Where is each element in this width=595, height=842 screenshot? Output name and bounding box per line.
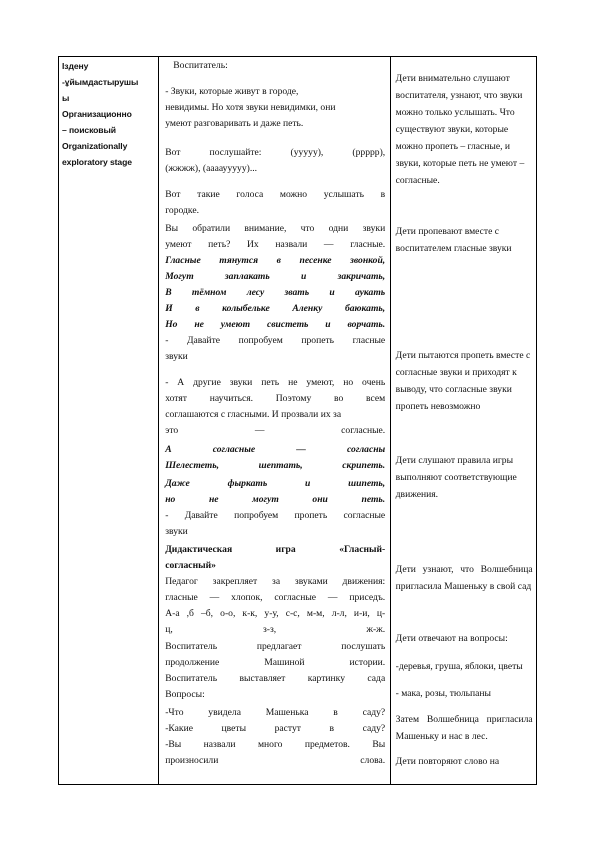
- teacher-line: Вы обратили внимание, что одни звуки: [165, 223, 386, 234]
- children-line: существуют звуки, которые: [395, 124, 509, 135]
- teacher-line: звуки: [165, 351, 188, 362]
- teacher-line: Вот такие голоса можно услышать в: [165, 189, 386, 200]
- poem-line: Шелестеть, шептать, скрипеть.: [165, 460, 386, 471]
- children-line: согласные звуки и приходят к: [395, 367, 517, 378]
- teacher-line: Педагог закрепляет за звуками движения:: [165, 576, 386, 587]
- children-line: согласные.: [395, 175, 440, 186]
- children-line: Дети пытаются пропеть вместе с: [395, 350, 531, 361]
- game-title: согласный»: [165, 560, 216, 571]
- stage-line: -ұйымдастырушы: [62, 77, 139, 87]
- children-line: движения.: [395, 489, 439, 500]
- poem-line: но не могут они петь.: [165, 494, 386, 505]
- children-line: можно только услышать. Что: [395, 107, 515, 118]
- teacher-line: городке.: [165, 205, 199, 216]
- question-line: -Какие цветы растут в саду?: [165, 723, 386, 734]
- children-activity-cell: [390, 57, 536, 785]
- teacher-line: умеют петь? Их назвали — гласные.: [165, 239, 386, 250]
- question-line: произносили слова.: [165, 755, 386, 766]
- children-line: выполняют соответствующие: [395, 472, 517, 483]
- stage-line: ы: [62, 93, 70, 103]
- teacher-line: - Давайте попробуем пропеть согласные: [165, 510, 386, 521]
- teacher-line: Воспитатель предлагает послушать: [165, 641, 386, 652]
- table-row: [59, 57, 537, 785]
- poem-line: А согласные — согласны: [165, 444, 386, 455]
- teacher-line: Воспитатель:: [173, 60, 228, 71]
- children-line: воспитателем гласные звуки: [395, 243, 512, 254]
- teacher-line: - Давайте попробуем пропеть гласные: [165, 335, 386, 346]
- teacher-activity-cell: [159, 57, 390, 785]
- teacher-line: Воспитатель выставляет картинку сада: [165, 673, 386, 684]
- children-line: воспитателя, узнают, что звуки: [395, 90, 523, 101]
- teacher-line: хотят научиться. Поэтому во всем: [165, 393, 386, 404]
- lesson-table: [58, 56, 537, 785]
- children-line: Дети повторяют слово на: [395, 756, 500, 767]
- teacher-line: Вопросы:: [165, 689, 205, 700]
- children-line: звуки, которые петь не умеют –: [395, 158, 525, 169]
- question-line: -Что увидела Машенька в саду?: [165, 707, 386, 718]
- children-line: выводу, что согласные звуки: [395, 384, 512, 395]
- stage-line: – поисковый: [62, 125, 116, 135]
- teacher-line: невидимы. Но хотя звуки невидимки, они: [165, 102, 336, 113]
- children-line: Дети пропевают вместе с: [395, 226, 500, 237]
- children-line: Дети слушают правила игры: [395, 455, 514, 466]
- children-line: пригласила Машеньку в свой сад: [395, 581, 532, 592]
- poem-line: Могут заплакать и закричать,: [165, 271, 386, 282]
- children-line: - мака, розы, тюльпаны: [395, 688, 491, 699]
- children-line: Дети отвечают на вопросы:: [395, 633, 508, 644]
- teacher-line: соглашаются с гласными. И прозвали их за: [165, 409, 342, 420]
- poem-line: Гласные тянутся в песенке звонкой,: [165, 255, 386, 266]
- children-line: пропеть невозможно: [395, 401, 481, 412]
- stage-line: Organizationally: [62, 141, 128, 151]
- stage-line: Іздену: [62, 61, 89, 71]
- children-line: -деревья, груша, яблоки, цветы: [395, 661, 523, 672]
- children-line: Дети узнают, что Волшебница: [395, 564, 533, 575]
- teacher-line: гласные — хлопок, согласные — приседъ.: [165, 592, 386, 603]
- teacher-line: А-а ,б –б, о-о, к-к, у-у, с-с, м-м, л-л, и-и, ц-: [165, 608, 386, 619]
- teacher-line: (жжжж), (ааааууууу)...: [165, 163, 258, 174]
- teacher-line: - Звуки, которые живут в городе,: [165, 86, 299, 97]
- stage-line: exploratory stage: [62, 157, 132, 167]
- teacher-line: продолжение Машиной истории.: [165, 657, 386, 668]
- question-line: -Вы назвали много предметов. Вы: [165, 739, 386, 750]
- teacher-line: звуки: [165, 526, 188, 537]
- teacher-line: ц, з-з, ж-ж.: [165, 624, 386, 635]
- poem-line: В тёмном лесу звать и аукать: [165, 287, 386, 298]
- poem-line: Но не умеют свистеть и ворчать.: [165, 319, 386, 330]
- children-line: Затем Волшебница пригласила: [395, 714, 533, 725]
- teacher-line: Вот послушайте: (ууууу), (ррррр),: [165, 147, 386, 158]
- teacher-line: - А другие звуки петь не умеют, но очень: [165, 377, 386, 388]
- game-title: Дидактическая игра «Гласный-: [165, 544, 386, 555]
- stage-cell: [59, 57, 159, 785]
- poem-line: И в колыбельке Аленку баюкать,: [165, 303, 386, 314]
- children-line: можно пропеть – гласные, и: [395, 141, 511, 152]
- poem-line: Даже фыркать и шипеть,: [165, 478, 386, 489]
- stage-line: Организационно: [62, 109, 132, 119]
- children-line: Машеньку и нас в лес.: [395, 731, 488, 742]
- children-line: Дети внимательно слушают: [395, 73, 510, 84]
- teacher-line: это — согласные.: [165, 425, 386, 436]
- teacher-line: умеют разговаривать и даже петь.: [165, 118, 304, 129]
